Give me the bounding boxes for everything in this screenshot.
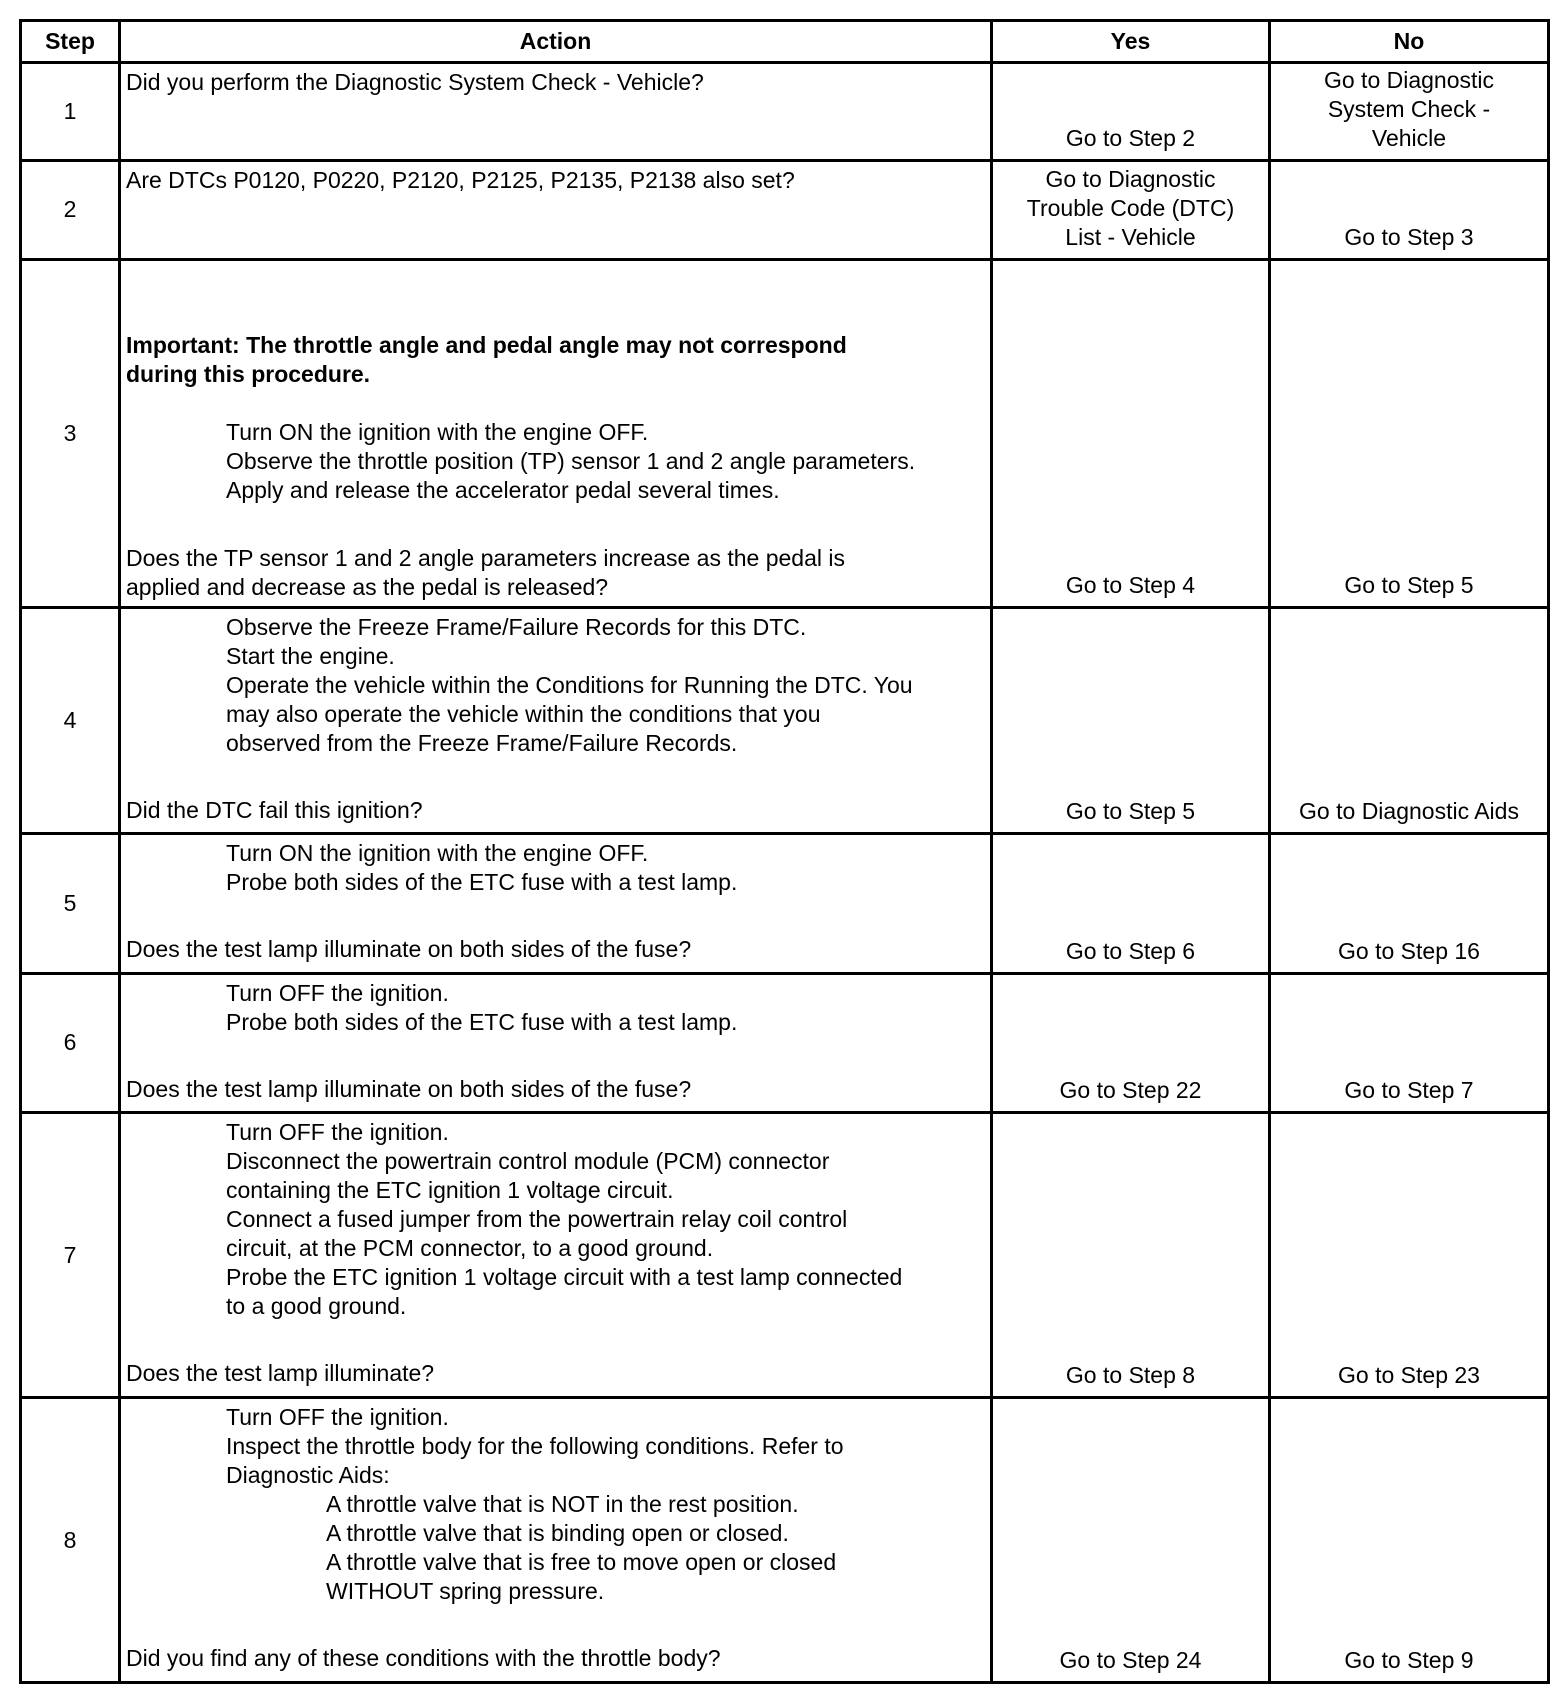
- header-yes: Yes: [992, 21, 1270, 63]
- step-number: 3: [21, 259, 120, 607]
- procedure-step: containing the ETC ignition 1 voltage circuit.: [226, 1177, 674, 1204]
- no-cell: [1270, 63, 1549, 161]
- procedure-step: Inspect the throttle body for the following conditions. Refer to: [226, 1433, 844, 1460]
- no-cell: [1270, 1398, 1549, 1683]
- table-row: [21, 259, 1549, 607]
- table-row: [21, 1113, 1549, 1398]
- question-text: applied and decrease as the pedal is released?: [126, 573, 609, 600]
- no-result: Go to Step 9: [1344, 1647, 1474, 1673]
- yes-cell: [992, 1398, 1270, 1683]
- step-number: 7: [21, 1113, 120, 1398]
- procedure-step: Turn ON the ignition with the engine OFF.: [226, 840, 649, 867]
- question-text: Does the test lamp illuminate on both sides of the fuse?: [126, 936, 692, 963]
- no-cell: [1270, 834, 1549, 973]
- yes-result: Go to Step 24: [1059, 1647, 1202, 1673]
- yes-result: Go to Diagnostic: [1045, 165, 1216, 192]
- step-number: 4: [21, 607, 120, 834]
- no-result: System Check -: [1327, 96, 1491, 123]
- no-result: Go to Diagnostic: [1323, 67, 1495, 94]
- question-text: Did the DTC fail this ignition?: [126, 796, 423, 823]
- action-cell: [120, 1113, 992, 1398]
- table-row: [21, 973, 1549, 1112]
- procedure-step: Probe both sides of the ETC fuse with a test lamp.: [226, 1008, 738, 1035]
- procedure-step: Turn ON the ignition with the engine OFF.: [226, 418, 649, 445]
- yes-result: Go to Step 22: [1059, 1077, 1202, 1104]
- table-row: [21, 834, 1549, 973]
- procedure-substep: A throttle valve that is free to move open or closed: [326, 1549, 837, 1576]
- action-cell: [120, 259, 992, 607]
- no-result: Go to Step 7: [1344, 1077, 1474, 1104]
- question-text: Did you perform the Diagnostic System Check - Vehicle?: [126, 69, 704, 95]
- procedure-step: circuit, at the PCM connector, to a good ground.: [226, 1235, 714, 1262]
- no-result: Go to Step 3: [1344, 223, 1474, 250]
- no-result: Go to Diagnostic Aids: [1299, 798, 1519, 825]
- action-cell: [120, 607, 992, 834]
- procedure-step: Probe the ETC ignition 1 voltage circuit with a test lamp connected: [226, 1264, 903, 1291]
- procedure-step: Operate the vehicle within the Conditions for Running the DTC. You: [226, 671, 913, 698]
- yes-cell: [992, 607, 1270, 834]
- procedure-substep: A throttle valve that is NOT in the rest position.: [326, 1491, 799, 1518]
- step-number: 2: [21, 161, 120, 259]
- yes-cell: [992, 63, 1270, 161]
- procedure-step: Turn OFF the ignition.: [226, 979, 449, 1006]
- no-cell: [1270, 607, 1549, 834]
- step-number: 1: [21, 63, 120, 161]
- question-text: Did you find any of these conditions with the throttle body?: [126, 1645, 721, 1672]
- action-cell: [120, 63, 992, 161]
- no-cell: [1270, 1113, 1549, 1398]
- no-result: Vehicle: [1371, 125, 1447, 152]
- procedure-step: Observe the Freeze Frame/Failure Records for this DTC.: [226, 613, 807, 640]
- procedure-step: may also operate the vehicle within the conditions that you: [226, 700, 821, 727]
- procedure-step: Diagnostic Aids:: [226, 1462, 390, 1489]
- no-cell: [1270, 259, 1549, 607]
- yes-result: List - Vehicle: [1065, 223, 1196, 250]
- question-text: Does the test lamp illuminate?: [126, 1360, 435, 1387]
- important-note: Important: The throttle angle and pedal angle may not correspond: [126, 331, 847, 358]
- yes-cell: [992, 973, 1270, 1112]
- header-action: Action: [120, 21, 992, 63]
- header-no: No: [1270, 21, 1549, 63]
- yes-cell: [992, 161, 1270, 259]
- yes-result: Go to Step 5: [1065, 798, 1196, 825]
- action-cell: [120, 1398, 992, 1683]
- question-text: Are DTCs P0120, P0220, P2120, P2125, P2135, P2138 also set?: [126, 167, 795, 194]
- yes-cell: [992, 834, 1270, 973]
- no-result: Go to Step 16: [1338, 937, 1480, 964]
- procedure-substep: A throttle valve that is binding open or closed.: [326, 1520, 789, 1547]
- procedure-step: Disconnect the powertrain control module (PCM) connector: [226, 1148, 830, 1175]
- yes-cell: [992, 259, 1270, 607]
- action-cell: [120, 973, 992, 1112]
- yes-result: Go to Step 2: [1065, 125, 1196, 152]
- procedure-step: Probe both sides of the ETC fuse with a test lamp.: [226, 869, 738, 896]
- yes-result: Go to Step 8: [1065, 1362, 1196, 1389]
- procedure-step: observed from the Freeze Frame/Failure Records.: [226, 729, 738, 756]
- table-row: [21, 1398, 1549, 1683]
- yes-result: Go to Step 4: [1065, 571, 1196, 598]
- table-row: [21, 161, 1549, 259]
- yes-result: Trouble Code (DTC): [1026, 194, 1235, 221]
- procedure-step: Start the engine.: [226, 642, 395, 669]
- step-number: 8: [21, 1398, 120, 1683]
- table-row: [21, 63, 1549, 161]
- header-step: Step: [21, 21, 120, 63]
- action-cell: [120, 161, 992, 259]
- procedure-step: Turn OFF the ignition.: [226, 1119, 449, 1146]
- no-result: Go to Step 5: [1344, 571, 1474, 598]
- step-number: 6: [21, 973, 120, 1112]
- procedure-step: to a good ground.: [226, 1293, 407, 1320]
- question-text: Does the TP sensor 1 and 2 angle parameters increase as the pedal is: [126, 544, 845, 571]
- procedure-step: Observe the throttle position (TP) sensor 1 and 2 angle parameters.: [226, 447, 916, 474]
- question-text: Does the test lamp illuminate on both sides of the fuse?: [126, 1075, 692, 1102]
- no-result: Go to Step 23: [1338, 1362, 1480, 1389]
- procedure-step: Apply and release the accelerator pedal several times.: [226, 476, 780, 503]
- action-cell: [120, 834, 992, 973]
- diagnostic-table: [19, 19, 1550, 1684]
- procedure-step: Connect a fused jumper from the powertrain relay coil control: [226, 1206, 848, 1233]
- procedure-step: Turn OFF the ignition.: [226, 1404, 449, 1431]
- header-row: [21, 21, 1549, 63]
- step-number: 5: [21, 834, 120, 973]
- important-note: during this procedure.: [126, 360, 371, 387]
- no-cell: [1270, 161, 1549, 259]
- yes-cell: [992, 1113, 1270, 1398]
- table-row: [21, 607, 1549, 834]
- no-cell: [1270, 973, 1549, 1112]
- yes-result: Go to Step 6: [1065, 937, 1196, 964]
- procedure-substep: WITHOUT spring pressure.: [326, 1578, 605, 1605]
